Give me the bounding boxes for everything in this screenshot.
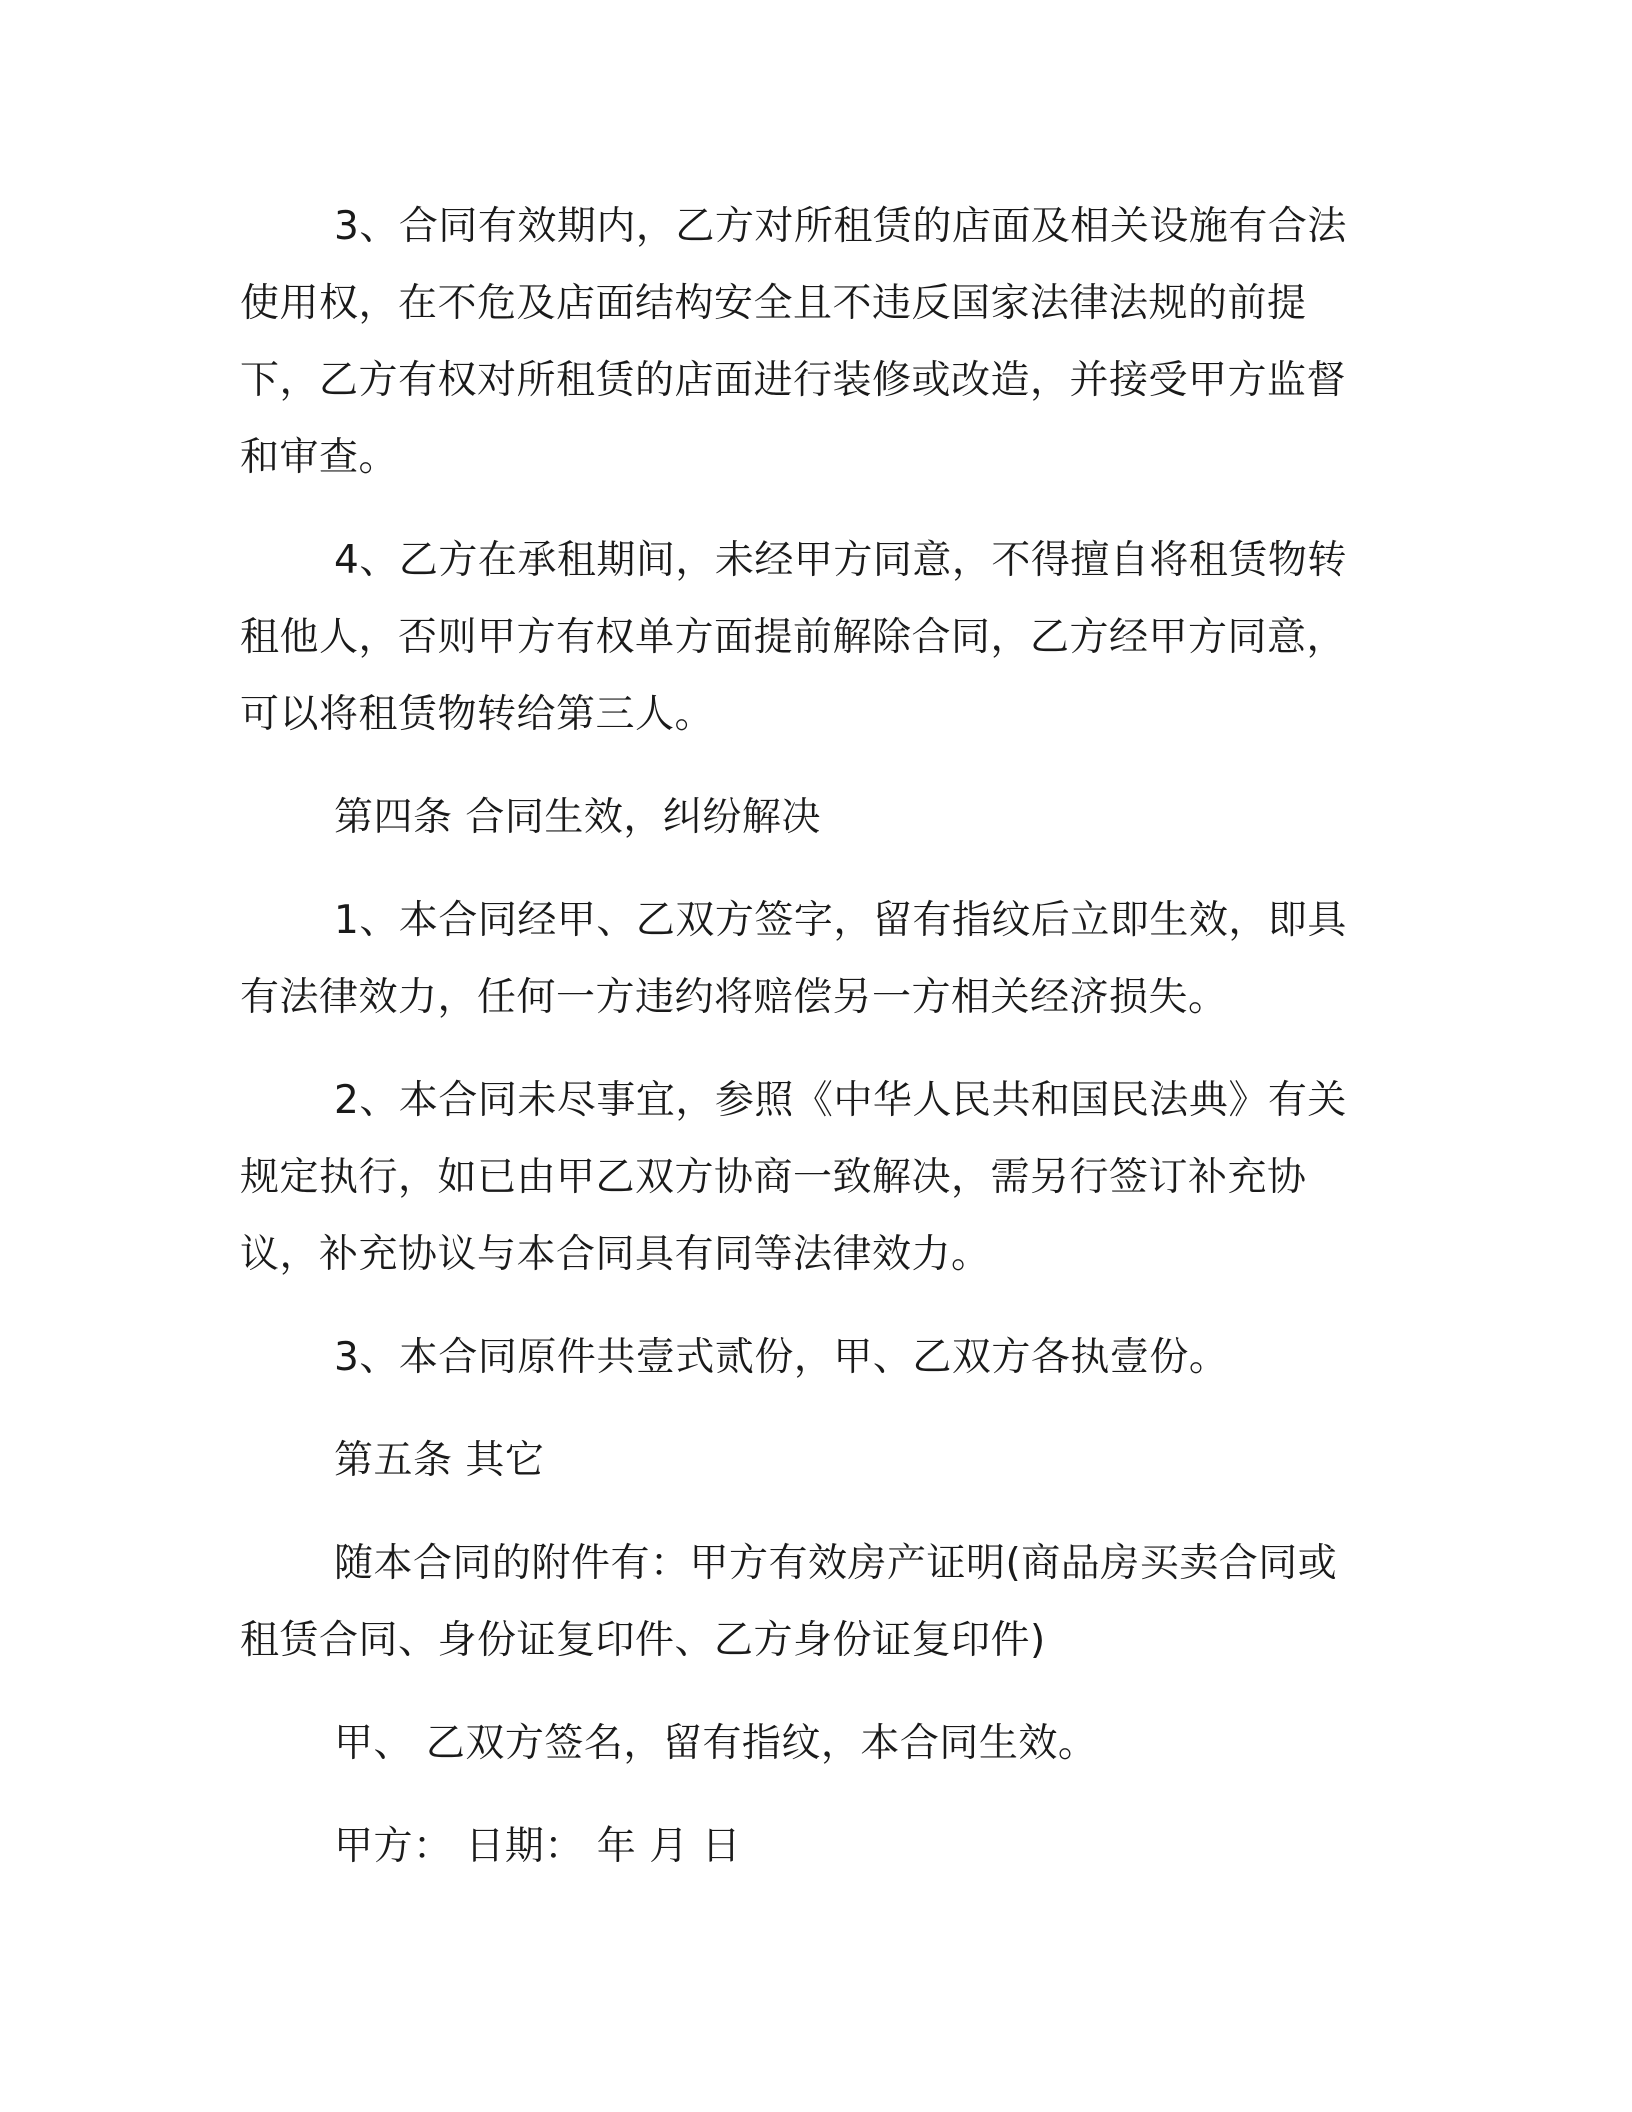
section-4-heading: 第四条 合同生效，纠纷解决 [334,795,821,840]
attachments-paragraph: 随本合同的附件有：甲方有效房产证明(商品房买卖合同或租赁合同、身份证复印件、乙方身份证复印件) [240,1541,1338,1663]
signature-statement: 甲、 乙双方签名，留有指纹，本合同生效。 [334,1721,1098,1766]
clause-3-usage-rights: 3、合同有效期内，乙方对所租赁的店面及相关设施有合法使用权，在不危及店面结构安全且不违反国家法律法规的前提下，乙方有权对所租赁的店面进行装修或改造，并接受甲方监督和审查。 [240,204,1347,480]
clause-3-copies: 3、本合同原件共壹式贰份，甲、乙双方各执壹份。 [334,1335,1229,1380]
clause-2-unresolved-matters: 2、本合同未尽事宜，参照《中华人民共和国民法典》有关规定执行，如已由甲乙双方协商一致解决，需另行签订补充协议，补充协议与本合同具有同等法律效力。 [240,1078,1347,1277]
party-a-date-line: 甲方： 日期： 年 月 日 [334,1824,742,1869]
section-5-heading: 第五条 其它 [334,1438,545,1483]
clause-1-effectiveness: 1、本合同经甲、乙双方签字，留有指纹后立即生效，即具有法律效力，任何一方违约将赔偿另一方相关经济损失。 [240,898,1347,1020]
document-body [240,188,1358,1885]
clause-4-sublease: 4、乙方在承租期间，未经甲方同意，不得擅自将租赁物转租他人，否则甲方有权单方面提前解除合同，乙方经甲方同意，可以将租赁物转给第三人。 [240,538,1347,737]
